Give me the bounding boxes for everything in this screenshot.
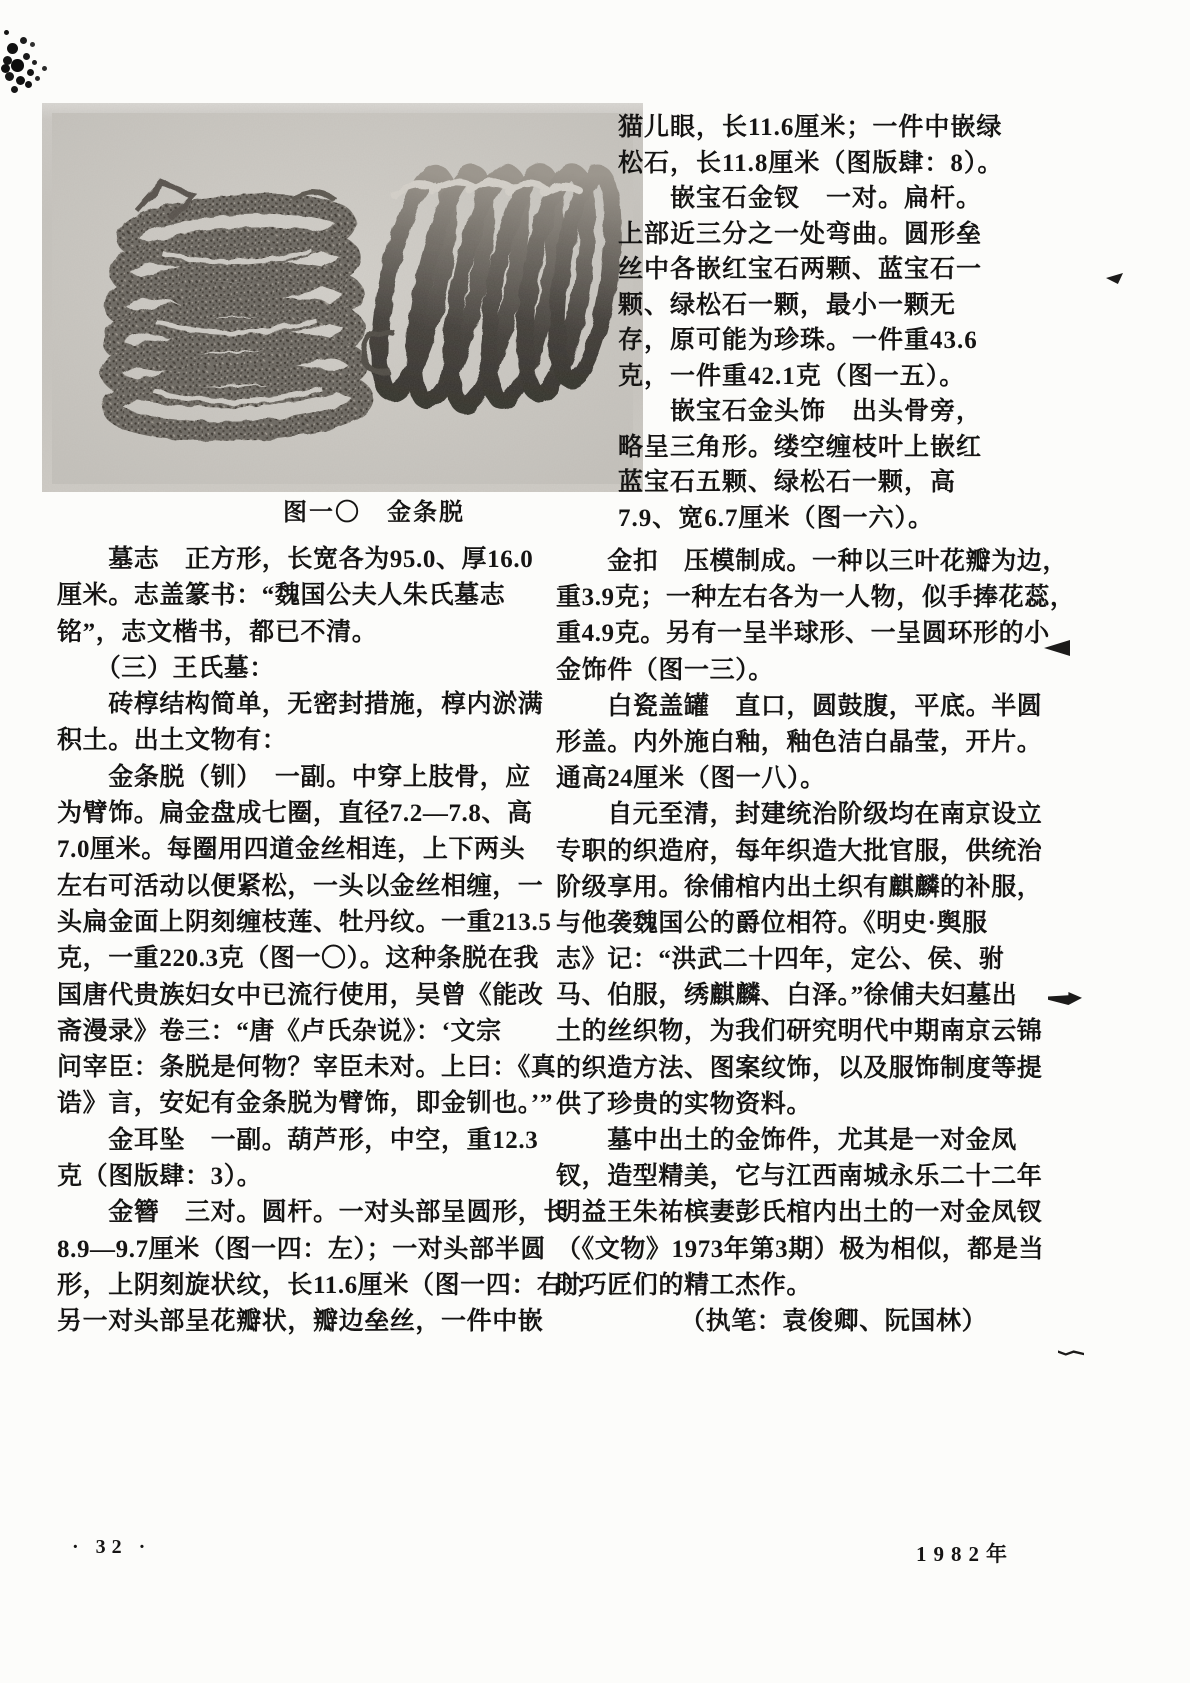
text-line: 存，原可能为珍珠。一件重43.6 (618, 327, 978, 354)
text-line: （《文物》1973年第3期）极为相似，都是当 (556, 1235, 1045, 1263)
text-line: 时巧匠们的精工杰作。 (556, 1271, 813, 1299)
text-line: 重3.9克；一种左右各为一人物，似手捧花蕊， (556, 584, 1076, 612)
text-line: 7.0厘米。每圈用四道金丝相连，上下两头 (57, 836, 526, 864)
bracelets-illustration (42, 103, 643, 492)
text-line: 颗、绿松石一颗，最小一颗无 (618, 291, 957, 319)
text-line: （三）王氏墓： (57, 654, 275, 682)
text-line: 钗，造型精美，它与江西南城永乐二十二年 (556, 1163, 1043, 1191)
text-line: 诰》言，安妃有金条脱为臂饰，即金钏也。’” (57, 1090, 553, 1118)
text-line: 金条脱（钏） 一副。中穿上肢骨，应 (57, 763, 531, 791)
margin-artifact (1058, 1349, 1084, 1356)
text-line: 形，上阴刻旋状纹，长11.6厘米（图一四：右）； (57, 1271, 602, 1299)
text-line: 与他袭魏国公的爵位相符。《明史·舆服 (556, 909, 988, 937)
text-line: 8.9—9.7厘米（图一四：左）；一对头部半圆 (57, 1235, 546, 1263)
figure-photo (42, 103, 643, 492)
ink-splatter (4, 30, 9, 35)
text-line: 金扣 压模制成。一种以三叶花瓣为边， (556, 548, 1069, 575)
right-top-text-column (618, 110, 1004, 536)
page-number: · 32 · (72, 1536, 152, 1558)
text-line: 土的丝织物，为我们研究明代中期南京云锦 (556, 1018, 1043, 1046)
left-text-column (57, 542, 602, 1341)
text-line: 上部近三分之一处弯曲。圆形垒 (618, 220, 983, 248)
text-line: 明益王朱祐槟妻彭氏棺内出土的一对金凤钗 (556, 1199, 1043, 1227)
text-line: 另一对头部呈花瓣状，瓣边垒丝，一件中嵌 (57, 1308, 544, 1336)
text-line: 为臂饰。扁金盘成七圈，直径7.2—7.8、高 (57, 800, 533, 828)
text-line: 重4.9克。另有一呈半球形、一呈圆环形的小 (556, 620, 1050, 648)
text-line: 左右可活动以便紧松，一头以金丝相缠，一 (57, 872, 544, 900)
text-line: 专职的织造府，每年织造大批官服，供统治 (556, 837, 1043, 865)
text-line: 克，一件重42.1克（图一五）。 (618, 362, 966, 390)
text-line: 丝中各嵌红宝石两颗、蓝宝石一 (618, 256, 983, 283)
text-line: 金簪 三对。圆杆。一对头部呈圆形，长 (57, 1199, 570, 1227)
text-line: 松石，长11.8厘米（图版肆：8）。 (618, 149, 1004, 177)
text-line: 嵌宝石金头饰 出头骨旁， (618, 398, 983, 425)
footer-year: 1982年 (916, 1542, 1014, 1566)
text-line: （执笔：袁俊卿、阮国林） (680, 1307, 988, 1335)
text-line: 问宰臣：条脱是何物？宰臣未对。上曰：《真 (57, 1054, 557, 1082)
text-line: 头扁金面上阴刻缠枝莲、牡丹纹。一重213.5 (57, 908, 552, 936)
text-line: 猫儿眼，长11.6厘米；一件中嵌绿 (618, 114, 1003, 141)
text-line: 墓志 正方形，长宽各为95.0、厚16.0 (57, 546, 534, 573)
text-line: 蓝宝石五颗、绿松石一颗，高 (618, 469, 957, 496)
text-line: 阶级享用。徐俌棺内出土织有麒麟的补服， (556, 873, 1043, 901)
text-line: 通高24厘米（图一八）。 (556, 765, 826, 793)
text-line: 供了珍贵的实物资料。 (556, 1090, 813, 1118)
text-line: 志》记：“洪武二十四年，定公、侯、驸 (556, 946, 1005, 974)
text-line: 铭”，志文楷书，都已不清。 (57, 618, 378, 646)
text-line: 形盖。内外施白釉，釉色洁白晶莹，开片。 (556, 728, 1043, 756)
text-line: 马、伯服，绣麒麟、白泽。”徐俌夫妇墓出 (556, 982, 1018, 1010)
text-line: 嵌宝石金钗 一对。扁杆。 (618, 185, 983, 212)
text-line: 克，一重220.3克（图一〇）。这种条脱在我 (57, 945, 539, 973)
text-line: 白瓷盖罐 直口，圆鼓腹，平底。半圆 (556, 692, 1043, 720)
text-line: 7.9、宽6.7厘米（图一六）。 (618, 504, 935, 532)
right-main-text-column (556, 544, 1076, 1340)
figure-caption: 图一〇 金条脱 (283, 500, 465, 526)
text-line: 自元至清，封建统治阶级均在南京设立 (556, 801, 1043, 829)
margin-artifact (1048, 992, 1082, 1005)
text-line: 斋漫录》卷三：“唐《卢氏杂说》：‘文宗 (57, 1017, 502, 1045)
text-line: 墓中出土的金饰件，尤其是一对金凤 (556, 1127, 1017, 1154)
margin-artifact (1106, 273, 1123, 284)
text-line: 克（图版肆：3）。 (57, 1163, 263, 1191)
text-line: 厘米。志盖篆书：“魏国公夫人朱氏墓志 (57, 582, 506, 610)
text-line: 砖椁结构简单，无密封措施，椁内淤满 (57, 691, 544, 719)
text-line: 金饰件（图一三）。 (556, 656, 774, 684)
text-line: 国唐代贵族妇女中已流行使用，吴曾《能改 (57, 981, 544, 1009)
text-line: 积土。出土文物有： (57, 727, 288, 755)
text-line: 的织造方法、图案纹饰，以及服饰制度等提 (556, 1054, 1043, 1082)
text-line: 金耳坠 一副。葫芦形，中空，重12.3 (57, 1126, 539, 1154)
text-line: 略呈三角形。缕空缠枝叶上嵌红 (618, 433, 983, 461)
